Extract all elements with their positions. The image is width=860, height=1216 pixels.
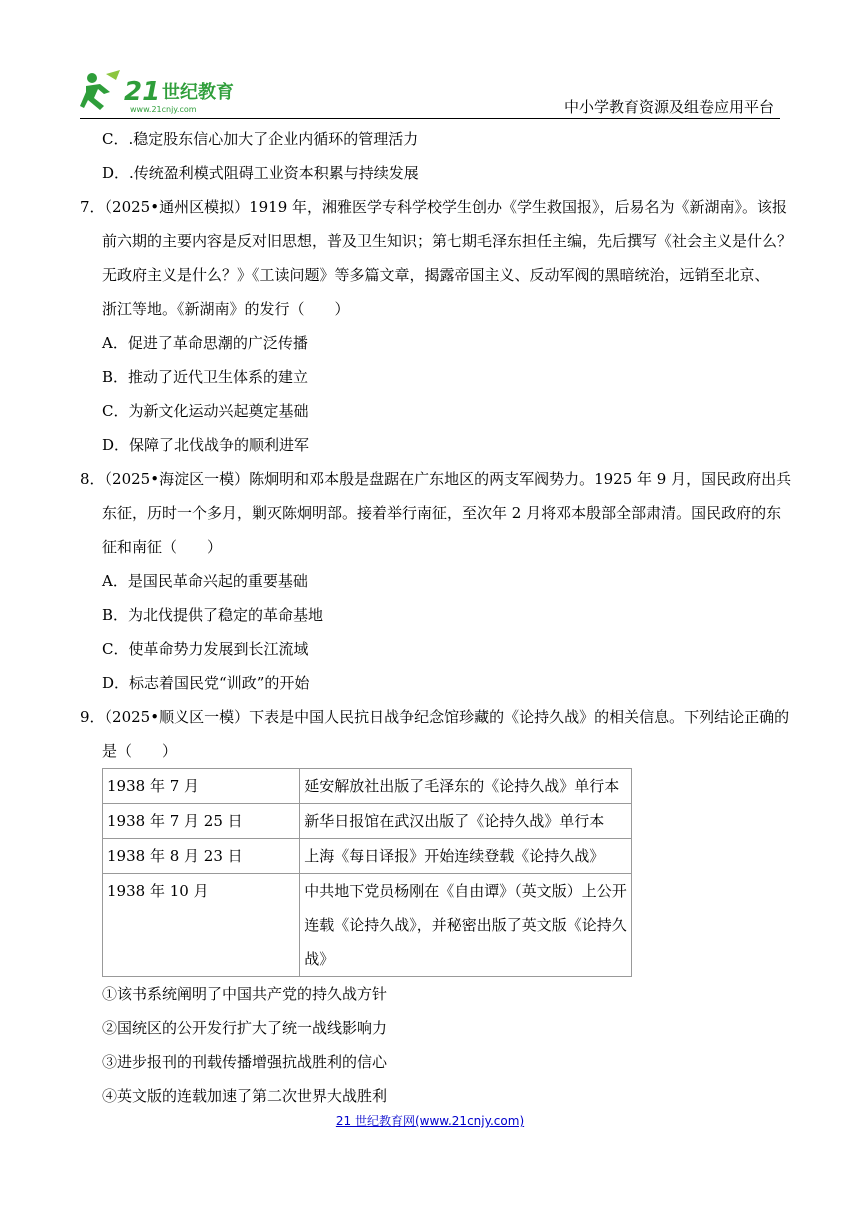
table-cell-event: 新华日报馆在武汉出版了《论持久战》单行本: [300, 804, 632, 839]
question-7-option-d: D．保障了北伐战争的顺利进军: [102, 436, 310, 454]
question-8-line: 东征，历时一个多月，剿灭陈炯明部。接着举行南征，至次年 2 月将邓本殷部全部肃清。国民政府的东: [102, 504, 782, 522]
footer-link[interactable]: 21 世纪教育网(www.21cnjy.com): [335, 1114, 525, 1128]
question-7-option-b: B．推动了近代卫生体系的建立: [102, 368, 309, 386]
question-7-option-c: C．为新文化运动兴起奠定基础: [102, 402, 309, 420]
table-cell-date: 1938 年 7 月 25 日: [103, 804, 300, 839]
table-row: [103, 804, 632, 839]
table-cell-date: 1938 年 8 月 23 日: [103, 839, 300, 874]
table-row: [103, 769, 632, 804]
svg-text:www.21cnjy.com: www.21cnjy.com: [130, 105, 197, 114]
question-7-option-a: A．促进了革命思潮的广泛传播: [102, 334, 308, 352]
table-row: [103, 839, 632, 874]
question-8-option-c: C．使革命势力发展到长江流域: [102, 640, 309, 658]
header-divider: [80, 118, 780, 119]
question-8-line: 8．（2025•海淀区一模）陈炯明和邓本殷是盘踞在广东地区的两支军阀势力。1925 年 9 月，国民政府出兵: [80, 470, 792, 488]
question-9: [80, 700, 790, 1113]
question-7-line: 7．（2025•通州区模拟）1919 年，湘雅医学专科学校学生创办《学生救国报》，后易名为《新湖南》。该报: [80, 198, 788, 216]
question-9-line: 9．（2025•顺义区一模）下表是中国人民抗日战争纪念馆珍藏的《论持久战》的相关信息。下列结论正确的: [80, 708, 790, 726]
question-7-line: 前六期的主要内容是反对旧思想，普及卫生知识；第七期毛泽东担任主编，先后撰写《社会主义是什么？: [102, 232, 793, 250]
table-cell-event: 上海《每日译报》开始连续登载《论持久战》: [300, 839, 632, 874]
option-d-prev: D．.传统盈利模式阻碍工业资本积累与持续发展: [102, 164, 419, 182]
info-table: [102, 768, 632, 977]
question-8-option-b: B．为北伐提供了稳定的革命基地: [102, 606, 324, 624]
question-9-statement: ④英文版的连载加速了第二次世界大战胜利: [102, 1087, 388, 1105]
svg-text:21: 21: [124, 77, 161, 107]
question-7: [80, 190, 793, 462]
option-c-prev: C．.稳定股东信心加大了企业内循环的管理活力: [102, 130, 419, 148]
document-body: [80, 122, 793, 1113]
page-header: [0, 0, 860, 120]
question-8-line: 征和南征（ ）: [102, 538, 223, 556]
svg-text:世纪教育: 世纪教育: [162, 82, 234, 103]
21cnjy-logo: [80, 70, 250, 115]
table-cell-date: 1938 年 7 月: [103, 769, 300, 804]
question-8-option-d: D．标志着国民党“训政”的开始: [102, 674, 310, 692]
question-7-line: 浙江等地。《新湖南》的发行（ ）: [102, 300, 350, 318]
table-row: [103, 874, 632, 977]
question-9-statement: ③进步报刊的刊载传播增强抗战胜利的信心: [102, 1053, 388, 1071]
table-cell-event: 中共地下党员杨刚在《自由谭》（英文版）上公开连载《论持久战》，并秘密出版了英文版《论持久战》: [300, 874, 632, 977]
question-9-line: 是（ ）: [102, 742, 178, 760]
question-7-line: 无政府主义是什么？》《工读问题》等多篇文章，揭露帝国主义、反动军阀的黑暗统治，远销至北京、: [102, 266, 770, 284]
question-9-statement: ②国统区的公开发行扩大了统一战线影响力: [102, 1019, 388, 1037]
platform-title: 中小学教育资源及组卷应用平台: [563, 98, 774, 116]
table-cell-date: 1938 年 10 月: [103, 874, 300, 977]
question-8: [80, 462, 792, 700]
table-cell-event: 延安解放社出版了毛泽东的《论持久战》单行本: [300, 769, 632, 804]
question-8-option-a: A．是国民革命兴起的重要基础: [102, 572, 308, 590]
question-9-statement: ①该书系统阐明了中国共产党的持久战方针: [102, 985, 388, 1003]
